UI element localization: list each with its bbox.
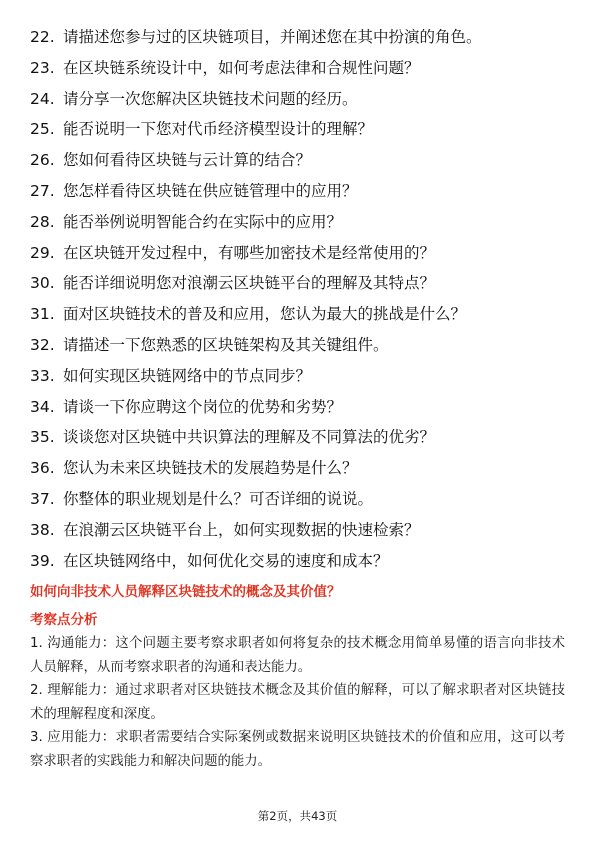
list-item: [30, 53, 570, 84]
question-list: [30, 22, 570, 576]
analysis-list: [30, 632, 565, 773]
question-number: 23.: [30, 58, 55, 77]
section-subtitle: 考察点分析: [30, 612, 98, 628]
analysis-item: 3. 应用能力：求职者需要结合实际案例或数据来说明区块链技术的价值和应用，这可以考察求职者的实践能力和解决问题的能力。: [30, 730, 565, 769]
question-number: 38.: [30, 520, 55, 539]
question-text: 在浪潮云区块链平台上，如何实现数据的快速检索？: [63, 520, 420, 539]
question-number: 34.: [30, 397, 55, 416]
question-number: 30.: [30, 274, 55, 293]
question-text: 谈谈您对区块链中共识算法的理解及不同算法的优劣？: [63, 428, 436, 447]
list-item: [30, 207, 570, 238]
question-number: 32.: [30, 335, 55, 354]
question-text: 能否详细说明您对浪潮云区块链平台的理解及其特点？: [63, 274, 436, 293]
list-item: [30, 515, 570, 546]
list-item: [30, 299, 570, 330]
list-item: [30, 22, 570, 53]
list-item: [30, 145, 570, 176]
page-footer: 第2页，共43页: [257, 809, 338, 823]
question-text: 能否举例说明智能合约在实际中的应用？: [63, 212, 343, 231]
analysis-item: 2. 理解能力：通过求职者对区块链技术概念及其价值的解释，可以了解求职者对区块链技术的理解程度和深度。: [30, 683, 565, 722]
question-number: 35.: [30, 428, 55, 447]
question-text: 在区块链网络中，如何优化交易的速度和成本？: [63, 551, 389, 570]
question-number: 28.: [30, 212, 55, 231]
list-item: [30, 392, 570, 423]
section-title: 如何向非技术人员解释区块链技术的概念及其价值？: [30, 584, 341, 600]
list-item: [30, 453, 570, 484]
list-item: [30, 114, 570, 145]
question-number: 26.: [30, 151, 55, 170]
question-number: 31.: [30, 305, 55, 324]
question-number: 22.: [30, 28, 55, 46]
list-item: [30, 361, 570, 392]
question-text: 面对区块链技术的普及和应用，您认为最大的挑战是什么？: [63, 305, 467, 324]
question-text: 请描述您参与过的区块链项目，并阐述您在其中扮演的角色。: [63, 28, 482, 46]
question-number: 27.: [30, 181, 55, 200]
list-item: [30, 268, 570, 299]
list-item: [30, 330, 570, 361]
list-item: [30, 546, 570, 577]
list-item: [30, 84, 570, 115]
question-number: 29.: [30, 243, 55, 262]
question-text: 如何实现区块链网络中的节点同步？: [63, 366, 312, 385]
question-text: 请描述一下您熟悉的区块链架构及其关键组件。: [63, 335, 389, 354]
question-text: 能否说明一下您对代币经济模型设计的理解？: [63, 120, 374, 139]
question-number: 25.: [30, 120, 55, 139]
question-text: 在区块链开发过程中，有哪些加密技术是经常使用的？: [63, 243, 436, 262]
question-text: 您如何看待区块链与云计算的结合？: [63, 151, 312, 170]
list-item: [30, 484, 570, 515]
question-text: 您怎样看待区块链在供应链管理中的应用？: [63, 181, 358, 200]
question-text: 你整体的职业规划是什么？可否详细的说说。: [63, 489, 374, 508]
question-number: 37.: [30, 489, 55, 508]
question-text: 您认为未来区块链技术的发展趋势是什么？: [63, 459, 358, 478]
question-text: 请谈一下你应聘这个岗位的优势和劣势？: [63, 397, 343, 416]
question-text: 在区块链系统设计中，如何考虑法律和合规性问题？: [63, 58, 420, 77]
question-number: 39.: [30, 551, 55, 570]
question-number: 36.: [30, 459, 55, 478]
question-number: 24.: [30, 89, 55, 108]
question-number: 33.: [30, 366, 55, 385]
list-item: [30, 422, 570, 453]
analysis-item: 1. 沟通能力：这个问题主要考察求职者如何将复杂的技术概念用简单易懂的语言向非技术人员解释，从而考察求职者的沟通和表达能力。: [30, 636, 565, 675]
list-item: [30, 176, 570, 207]
question-text: 请分享一次您解决区块链技术问题的经历。: [63, 89, 358, 108]
list-item: [30, 238, 570, 269]
